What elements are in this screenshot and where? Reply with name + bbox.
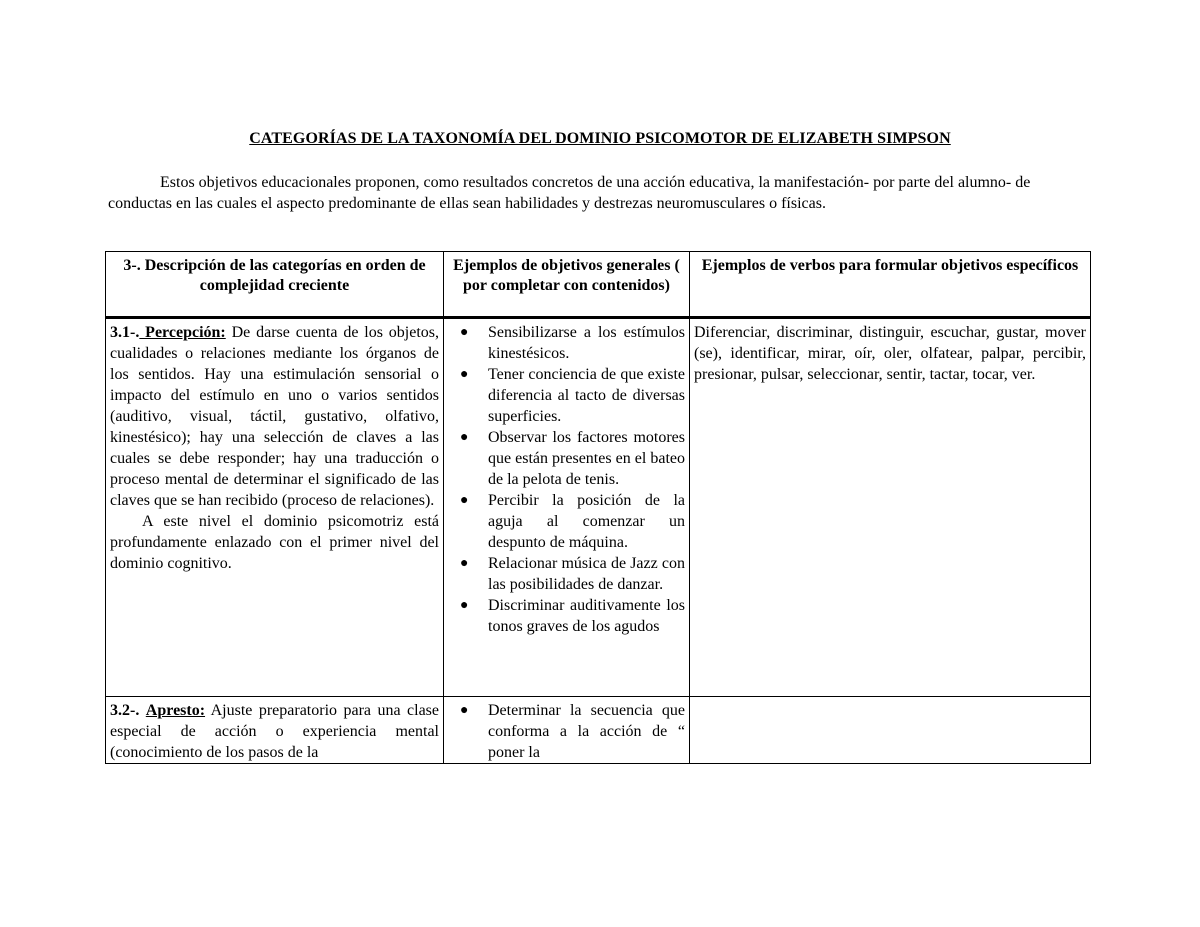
category-name: Percepción:: [139, 324, 226, 341]
category-verbs: [690, 697, 1091, 764]
category-name: Apresto:: [145, 702, 206, 719]
list-item: [460, 700, 685, 763]
category-text: Ajuste preparatorio para una clase especial de acción o experiencia mental (conocimiento de los pasos de la: [110, 702, 439, 761]
category-description: [106, 697, 444, 764]
table-row: [106, 318, 1091, 697]
category-verbs: Diferenciar, discriminar, distinguir, escuchar, gustar, mover (se), identificar, mirar, oír, oler, olfatear, palpar, percibir, presionar, pulsar, seleccionar, sentir, tactar, tocar, ver.: [690, 318, 1091, 697]
category-examples: [444, 697, 690, 764]
list-item: [460, 595, 685, 637]
bullet-icon: ●: [460, 598, 469, 613]
header-description: 3-. Descripción de las categorías en orden de complejidad creciente: [106, 252, 444, 318]
bullet-icon: ●: [460, 703, 469, 718]
category-text-2: A este nivel el dominio psicomotriz está profundamente enlazado con el primer nivel del dominio cognitivo.: [110, 513, 439, 572]
category-examples: [444, 318, 690, 697]
example-text: Tener conciencia de que existe diferencia al tacto de diversas superficies.: [488, 366, 685, 425]
category-number: 3.1-.: [110, 324, 140, 341]
intro-paragraph: Estos objetivos educacionales proponen, como resultados concretos de una acción educativa, la manifestación- por parte del alumno- de conductas en las cuales el aspecto predominante de ellas sean habilidades y destrezas neuromusculares o físicas.: [108, 174, 1031, 212]
list-item: [460, 427, 685, 490]
examples-list: [448, 700, 685, 763]
table-row: [106, 697, 1091, 764]
list-item: [460, 490, 685, 553]
example-text: Determinar la secuencia que conforma a la acción de “ poner la: [488, 702, 685, 761]
bullet-icon: ●: [460, 325, 469, 340]
bullet-icon: ●: [460, 367, 469, 382]
category-number: 3.2-.: [110, 702, 140, 719]
example-text: Percibir la posición de la aguja al comenzar un despunto de máquina.: [488, 492, 685, 551]
list-item: [460, 364, 685, 427]
taxonomy-table: [105, 251, 1091, 764]
example-text: Sensibilizarse a los estímulos kinestésicos.: [488, 324, 685, 362]
table-header-row: [106, 252, 1091, 318]
example-text: Discriminar auditivamente los tonos graves de los agudos: [488, 597, 685, 635]
category-description: [106, 318, 444, 697]
bullet-icon: ●: [460, 556, 469, 571]
list-item: [460, 553, 685, 595]
example-text: Relacionar música de Jazz con las posibilidades de danzar.: [488, 555, 685, 593]
bullet-icon: ●: [460, 493, 469, 508]
list-item: [460, 322, 685, 364]
document-title: CATEGORÍAS DE LA TAXONOMÍA DEL DOMINIO PSICOMOTOR DE ELIZABETH SIMPSON: [249, 130, 951, 147]
category-text: De darse cuenta de los objetos, cualidades o relaciones mediante los órganos de los sentidos. Hay una estimulación sensorial o impacto del estímulo en uno o varios sentidos (auditivo, visual, táctil, gustativo, olfativo, kinestésico); hay una selección de claves a las cuales se debe responder; hay una traducción o proceso mental de determinar el significado de las claves que se han recibido (proceso de relaciones).: [110, 324, 440, 509]
header-verbs: Ejemplos de verbos para formular objetivos específicos: [690, 252, 1091, 318]
description-paragraph: [110, 322, 439, 511]
examples-list: [448, 322, 685, 637]
example-text: Observar los factores motores que están presentes en el bateo de la pelota de tenis.: [488, 429, 685, 488]
bullet-icon: ●: [460, 430, 469, 445]
header-examples: Ejemplos de objetivos generales ( por completar con contenidos): [444, 252, 690, 318]
